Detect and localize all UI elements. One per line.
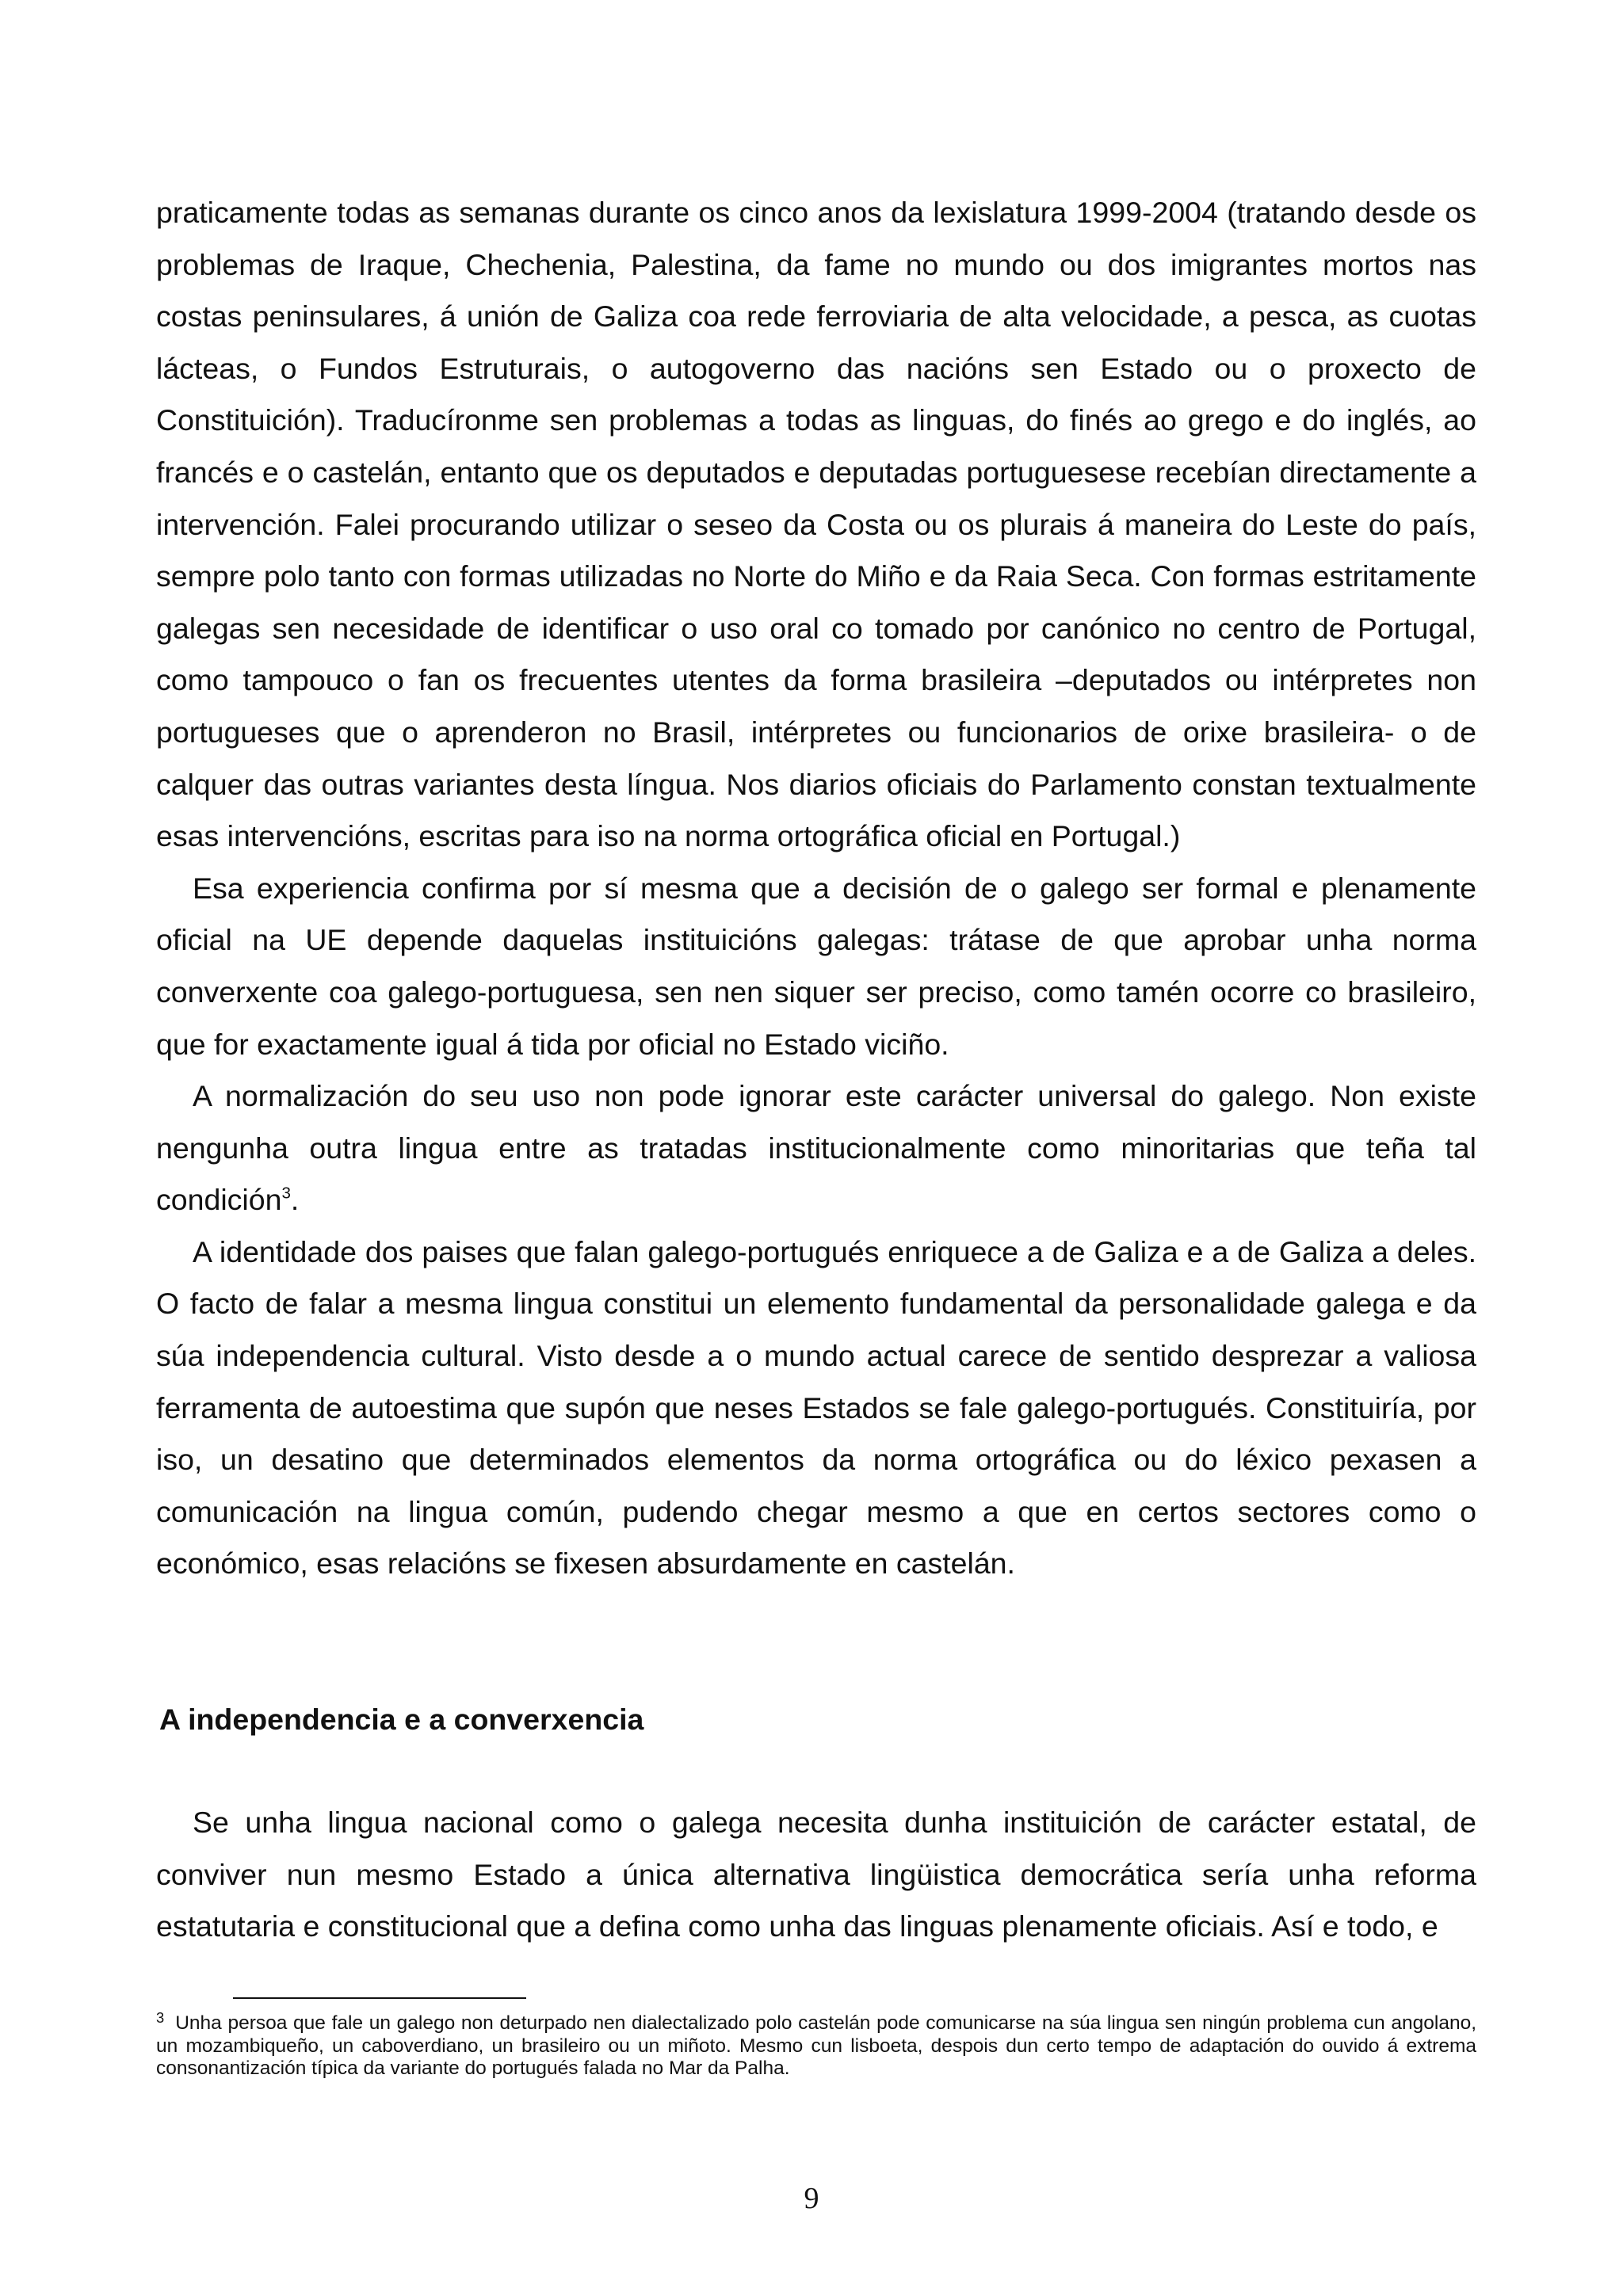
paragraph-experience: Esa experiencia confirma por sí mesma que a decisión de o galego ser formal e plenamente oficial na UE depende daquelas instituicións galegas: trátase de que aprobar unha norma converxente coa galego-portuguesa, sen nen siquer ser preciso, como tamén ocorre co brasileiro, que for exactamente igual á tida por oficial no Estado viciño. xyxy=(156,871,1476,1061)
paragraph-normalization-text: A normalización do seu uso non pode ignorar este carácter universal do galego. Non existe nengunha outra lingua entre as tratadas institucionalmente como minoritarias que teña tal condición xyxy=(156,1079,1476,1217)
footnote-separator xyxy=(233,1997,526,1999)
paragraph-continuation: praticamente todas as semanas durante os cinco anos da lexislatura 1999-2004 (tratando desde os problemas de Iraque, Chechenia, Palestina, da fame no mundo ou dos imigrantes mortos nas costas peninsulares, á unión de Galiza coa rede ferroviaria de alta velocidade, a pesca, as cuotas lácteas, o Fundos Estruturais, o autogoverno das nacións sen Estado ou o proxecto de Constituición). Traducíronme sen problemas a todas as linguas, do finés ao grego e do inglés, ao francés e o castelán, entanto que os deputados e deputadas portuguesese recebían directamente a intervención. Falei procurando utilizar o seseo da Costa ou os plurais á maneira do Leste do país, sempre polo tanto con formas utilizadas no Norte do Miño e da Raia Seca. Con formas estritamente galegas sen necesidade de identificar o uso oral co tomado por canónico no centro de Portugal, como tampouco o fan os frecuentes utentes da forma brasileira –deputados ou intérpretes non portugueses que o aprenderon no Brasil, intérpretes ou funcionarios de orixe brasileira- o de calquer das outras variantes desta língua. Nos diarios oficiais do Parlamento constan textualmente esas intervencións, escritas para iso na norma ortográfica oficial en Portugal.) xyxy=(156,196,1476,853)
section-heading: A independencia e a converxencia xyxy=(159,1703,644,1736)
footnote-text: Unha persoa que fale un galego non deturpado nen dialectalizado polo castelán pode comunicarse na súa lingua sen ningún problema cun angolano, un mozambiqueño, un caboverdiano, un brasileiro ou un miñoto. Mesmo cun lisboeta, despois dun certo tempo de adaptación do ouvido á extrema consonantización típica da variante do portugués falada no Mar da Palha. xyxy=(156,2012,1476,2079)
paragraph-normalization-end: . xyxy=(290,1183,300,1217)
page-number: 9 xyxy=(804,2182,819,2215)
paragraph-identity: A identidade dos paises que falan galego-portugués enriquece a de Galiza e a de Galiza a deles. O facto de falar a mesma lingua constitui un elemento fundamental da personalidade galega e da súa independencia cultural. Visto desde a o mundo actual carece de sentido desprezar a valiosa ferramenta de autoestima que supón que neses Estados se fale galego-portugués. Constituiría, por iso, un desatino que determinados elementos da norma ortográfica ou do léxico pexasen a comunicación na lingua común, pudendo chegar mesmo a que en certos sectores como o económico, esas relacións se fixesen absurdamente en castelán. xyxy=(156,1234,1476,1581)
body-text-top xyxy=(156,187,1476,1590)
paragraph-normalization xyxy=(156,1070,1476,1226)
body-text-bottom xyxy=(156,1797,1476,1953)
footnote-number: 3 xyxy=(156,2008,165,2026)
footnote xyxy=(156,2008,1476,2081)
footnote-reference[interactable]: 3 xyxy=(281,1184,291,1203)
paragraph-national-language: Se unha lingua nacional como o galega necesita dunha instituición de carácter estatal, de conviver nun mesmo Estado a única alternativa lingüistica democrática sería unha reforma estatutaria e constitucional que a defina como unha das linguas plenamente oficiais. Así e todo, e xyxy=(156,1806,1476,1943)
